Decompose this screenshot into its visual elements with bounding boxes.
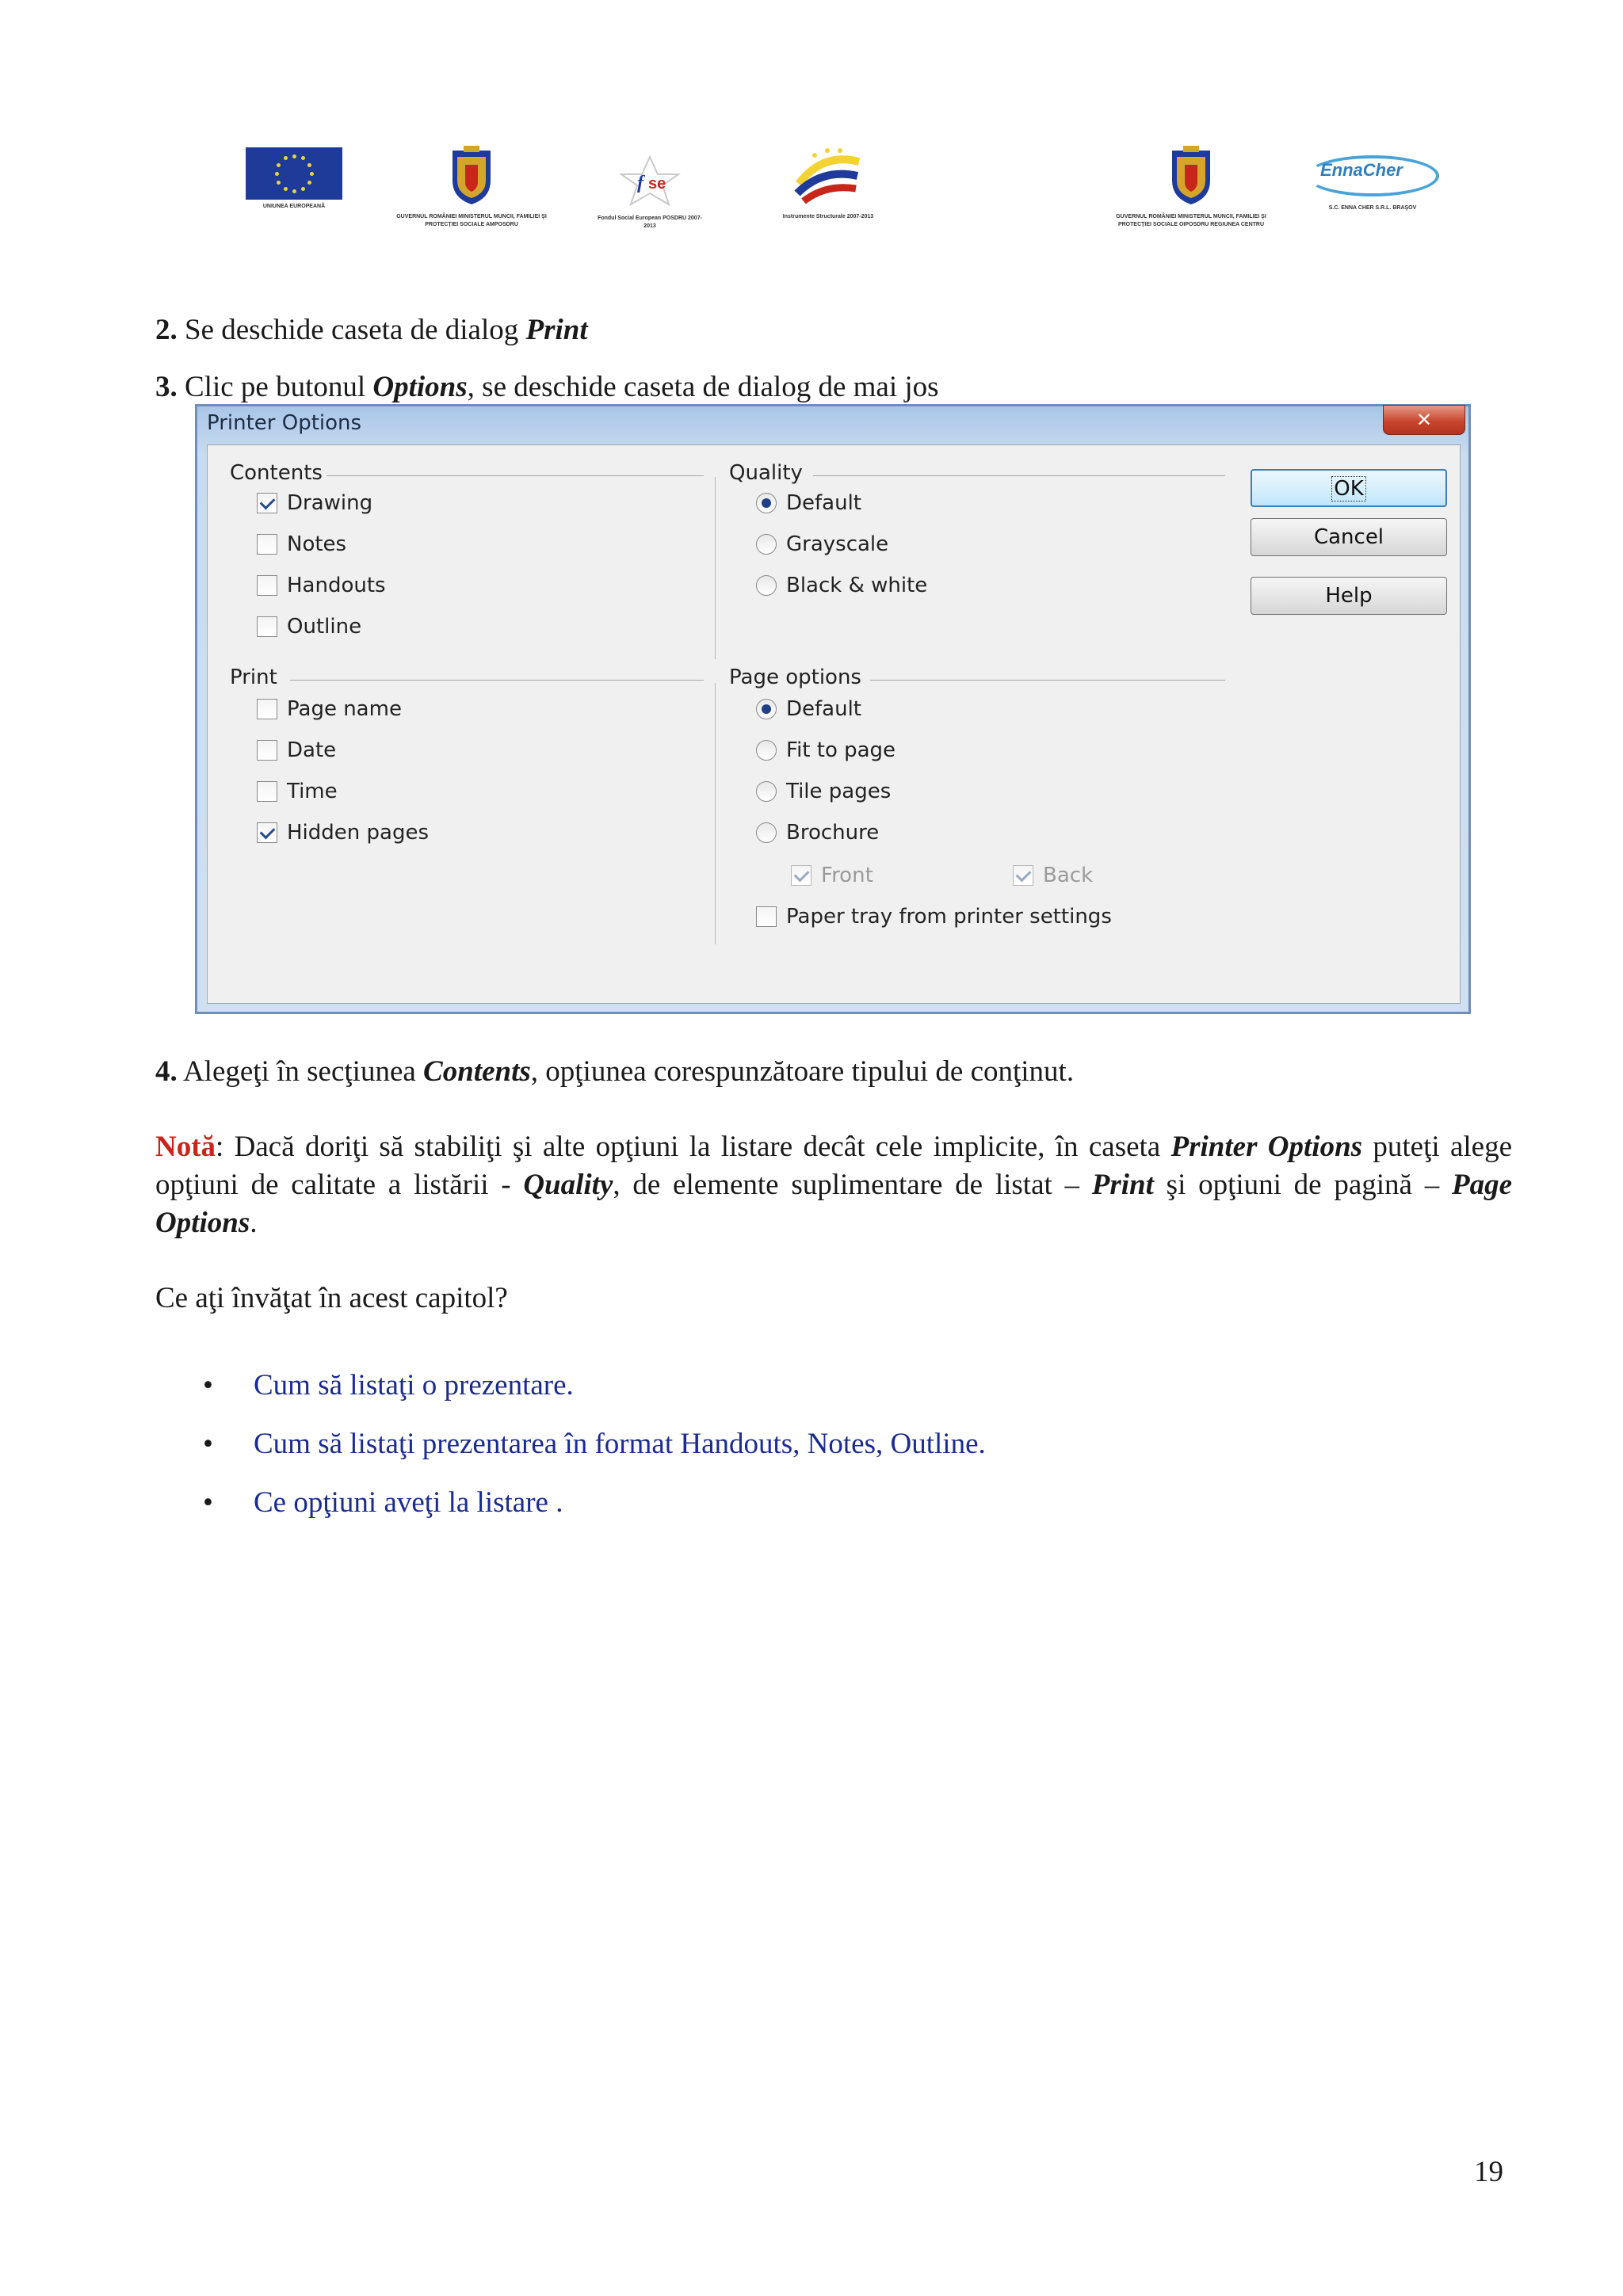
radio-circle bbox=[756, 781, 777, 802]
bullet-icon: • bbox=[203, 1428, 213, 1460]
print-hidden-pages-checkbox[interactable]: Hidden pages bbox=[257, 821, 429, 845]
eu-star-icon bbox=[292, 154, 296, 158]
checkbox-box bbox=[257, 822, 277, 843]
step-number: 2. bbox=[155, 314, 178, 346]
ok-button[interactable]: OK bbox=[1251, 469, 1447, 507]
print-date-checkbox[interactable]: Date bbox=[257, 738, 336, 762]
paper-tray-checkbox[interactable]: Paper tray from printer settings bbox=[756, 905, 1112, 929]
quality-group-label: Quality bbox=[729, 461, 803, 485]
ennacher-logo-icon bbox=[1301, 149, 1444, 201]
page-number: 19 bbox=[1474, 2156, 1503, 2188]
logo-instrumente-structurale bbox=[769, 144, 888, 221]
checkbox-box bbox=[756, 906, 777, 927]
radio-circle bbox=[756, 699, 777, 719]
checkbox-box bbox=[257, 781, 277, 802]
eu-star-icon bbox=[307, 181, 311, 185]
logo-caption: GUVERNUL ROMÂNIEI MINISTERUL MUNCII, FAMILIEI ŞI PROTECŢIEI SOCIALE OIPOSDRU REGIUNEA CENTRU bbox=[1116, 214, 1266, 227]
vertical-separator bbox=[715, 477, 716, 659]
logo-caption: Fondul Social European POSDRU 2007-2013 bbox=[598, 215, 702, 229]
eu-star-icon bbox=[284, 187, 288, 191]
divider bbox=[813, 475, 1225, 476]
eu-star-icon bbox=[277, 163, 281, 167]
eu-flag-icon bbox=[246, 147, 342, 200]
emphasis: Contents bbox=[423, 1055, 531, 1088]
brochure-back-checkbox[interactable]: Back bbox=[1013, 864, 1093, 887]
radio-circle bbox=[756, 740, 777, 761]
bullet-icon: • bbox=[203, 1486, 213, 1519]
page-options-fit-to-page-radio[interactable]: Fit to page bbox=[756, 738, 896, 762]
note-paragraph: Notă: Dacă doriţi să stabiliţi şi alte opţiuni la listare decât cele implicite, în caseta Printer Options puteţi alege opţiuni de calitate a listării - Quality, de elemente suplimentare de listat – Print şi opţiuni de pagină – Page Options. bbox=[155, 1131, 1512, 1239]
help-button[interactable]: Help bbox=[1251, 577, 1447, 615]
svg-text:f: f bbox=[637, 173, 643, 193]
checkbox-box bbox=[791, 865, 812, 886]
radio-circle bbox=[756, 534, 777, 555]
emphasis: Quality bbox=[523, 1169, 613, 1201]
divider bbox=[290, 680, 704, 681]
page-options-tile-pages-radio[interactable]: Tile pages bbox=[756, 780, 891, 803]
list-item: • Cum să listaţi prezentarea în format Handouts, Notes, Outline. bbox=[203, 1415, 986, 1474]
logo-eu bbox=[235, 147, 353, 211]
list-item: • Cum să listaţi o prezentare. bbox=[203, 1356, 986, 1415]
contents-outline-checkbox[interactable]: Outline bbox=[257, 615, 361, 639]
emphasis: Printer Options bbox=[1170, 1131, 1363, 1163]
checkbox-box bbox=[257, 740, 277, 761]
eu-star-icon bbox=[307, 163, 311, 167]
emphasis: Print bbox=[525, 314, 588, 346]
ennacher-wordmark: EnnaCher bbox=[1320, 160, 1403, 180]
print-page-name-checkbox[interactable]: Page name bbox=[257, 697, 402, 721]
page-options-brochure-radio[interactable]: Brochure bbox=[756, 821, 879, 845]
logo-caption: S.C. ENNA CHER S.R.L. BRAŞOV bbox=[1328, 205, 1417, 211]
print-time-checkbox[interactable]: Time bbox=[257, 780, 338, 803]
quality-black-white-radio[interactable]: Black & white bbox=[756, 574, 927, 597]
close-button[interactable] bbox=[1383, 405, 1465, 435]
romania-crest-icon bbox=[1167, 146, 1215, 206]
eu-star-icon bbox=[284, 156, 288, 160]
cancel-button[interactable]: Cancel bbox=[1251, 518, 1447, 556]
page-options-default-radio[interactable]: Default bbox=[756, 697, 861, 721]
contents-handouts-checkbox[interactable]: Handouts bbox=[257, 574, 386, 597]
quality-default-radio[interactable]: Default bbox=[756, 491, 861, 515]
step-2: 2. Se deschide caseta de dialog Print bbox=[155, 314, 588, 346]
divider bbox=[870, 680, 1225, 681]
summary-list bbox=[203, 1356, 986, 1532]
step-number: 4. bbox=[155, 1055, 178, 1088]
romania-crest-icon bbox=[448, 146, 495, 206]
eu-star-icon bbox=[277, 181, 281, 185]
contents-drawing-checkbox[interactable]: Drawing bbox=[257, 491, 372, 515]
checkbox-box bbox=[257, 699, 277, 719]
emphasis: Page Options bbox=[155, 1169, 1512, 1239]
checkbox-box bbox=[257, 616, 277, 637]
logo-guvern-amposdru bbox=[396, 146, 547, 229]
step-4: 4. Alegeţi în secţiunea Contents, opţiunea corespunzătoare tipului de conţinut. bbox=[155, 1055, 1075, 1088]
svg-text:se: se bbox=[648, 175, 666, 193]
eu-star-icon bbox=[301, 156, 305, 160]
logo-fse bbox=[594, 155, 705, 231]
brochure-front-checkbox[interactable]: Front bbox=[791, 864, 873, 887]
emphasis: Options bbox=[372, 371, 468, 403]
logo-guvern-oiposdru bbox=[1116, 146, 1266, 229]
radio-circle bbox=[756, 493, 777, 513]
note-label: Notă bbox=[155, 1131, 216, 1163]
dialog-title: Printer Options bbox=[207, 411, 362, 435]
logo-caption: UNIUNEA EUROPEANĂ bbox=[262, 204, 326, 209]
page-options-group-label: Page options bbox=[729, 666, 861, 689]
emphasis: Print bbox=[1091, 1169, 1154, 1201]
checkbox-box bbox=[257, 493, 277, 513]
logo-ennacher bbox=[1293, 149, 1452, 212]
close-icon: ✕ bbox=[1415, 409, 1433, 431]
contents-notes-checkbox[interactable]: Notes bbox=[257, 532, 346, 556]
checkbox-box bbox=[1013, 865, 1033, 886]
fse-logo-icon bbox=[613, 155, 686, 208]
logo-caption: Instrumente Structurale 2007-2013 bbox=[782, 214, 874, 219]
step-3: 3. Clic pe butonul Options, se deschide caseta de dialog de mai jos bbox=[155, 371, 939, 403]
checkbox-box bbox=[257, 534, 277, 555]
eu-star-icon bbox=[301, 187, 305, 191]
dialog-client-area bbox=[207, 444, 1461, 1004]
bullet-icon: • bbox=[203, 1369, 213, 1402]
contents-group-label: Contents bbox=[230, 461, 323, 485]
eu-star-icon bbox=[275, 172, 279, 176]
vertical-separator bbox=[715, 683, 716, 944]
eu-star-icon bbox=[310, 172, 314, 176]
step-number: 3. bbox=[155, 371, 178, 403]
radio-circle bbox=[756, 822, 777, 843]
quality-grayscale-radio[interactable]: Grayscale bbox=[756, 532, 888, 556]
eu-star-icon bbox=[292, 189, 296, 193]
printer-options-dialog bbox=[195, 404, 1471, 1014]
summary-question: Ce aţi învăţat în acest capitol? bbox=[155, 1282, 508, 1314]
print-group-label: Print bbox=[230, 666, 277, 689]
list-item: • Ce opţiuni aveţi la listare . bbox=[203, 1474, 986, 1532]
dialog-title-bar bbox=[197, 406, 1468, 441]
divider bbox=[327, 475, 704, 476]
logo-caption: GUVERNUL ROMÂNIEI MINISTERUL MUNCII, FAMILIEI ŞI PROTECŢIEI SOCIALE AMPOSDRU bbox=[396, 214, 547, 227]
radio-circle bbox=[756, 575, 777, 596]
checkbox-box bbox=[257, 575, 277, 596]
instrumente-structurale-icon bbox=[791, 144, 865, 206]
